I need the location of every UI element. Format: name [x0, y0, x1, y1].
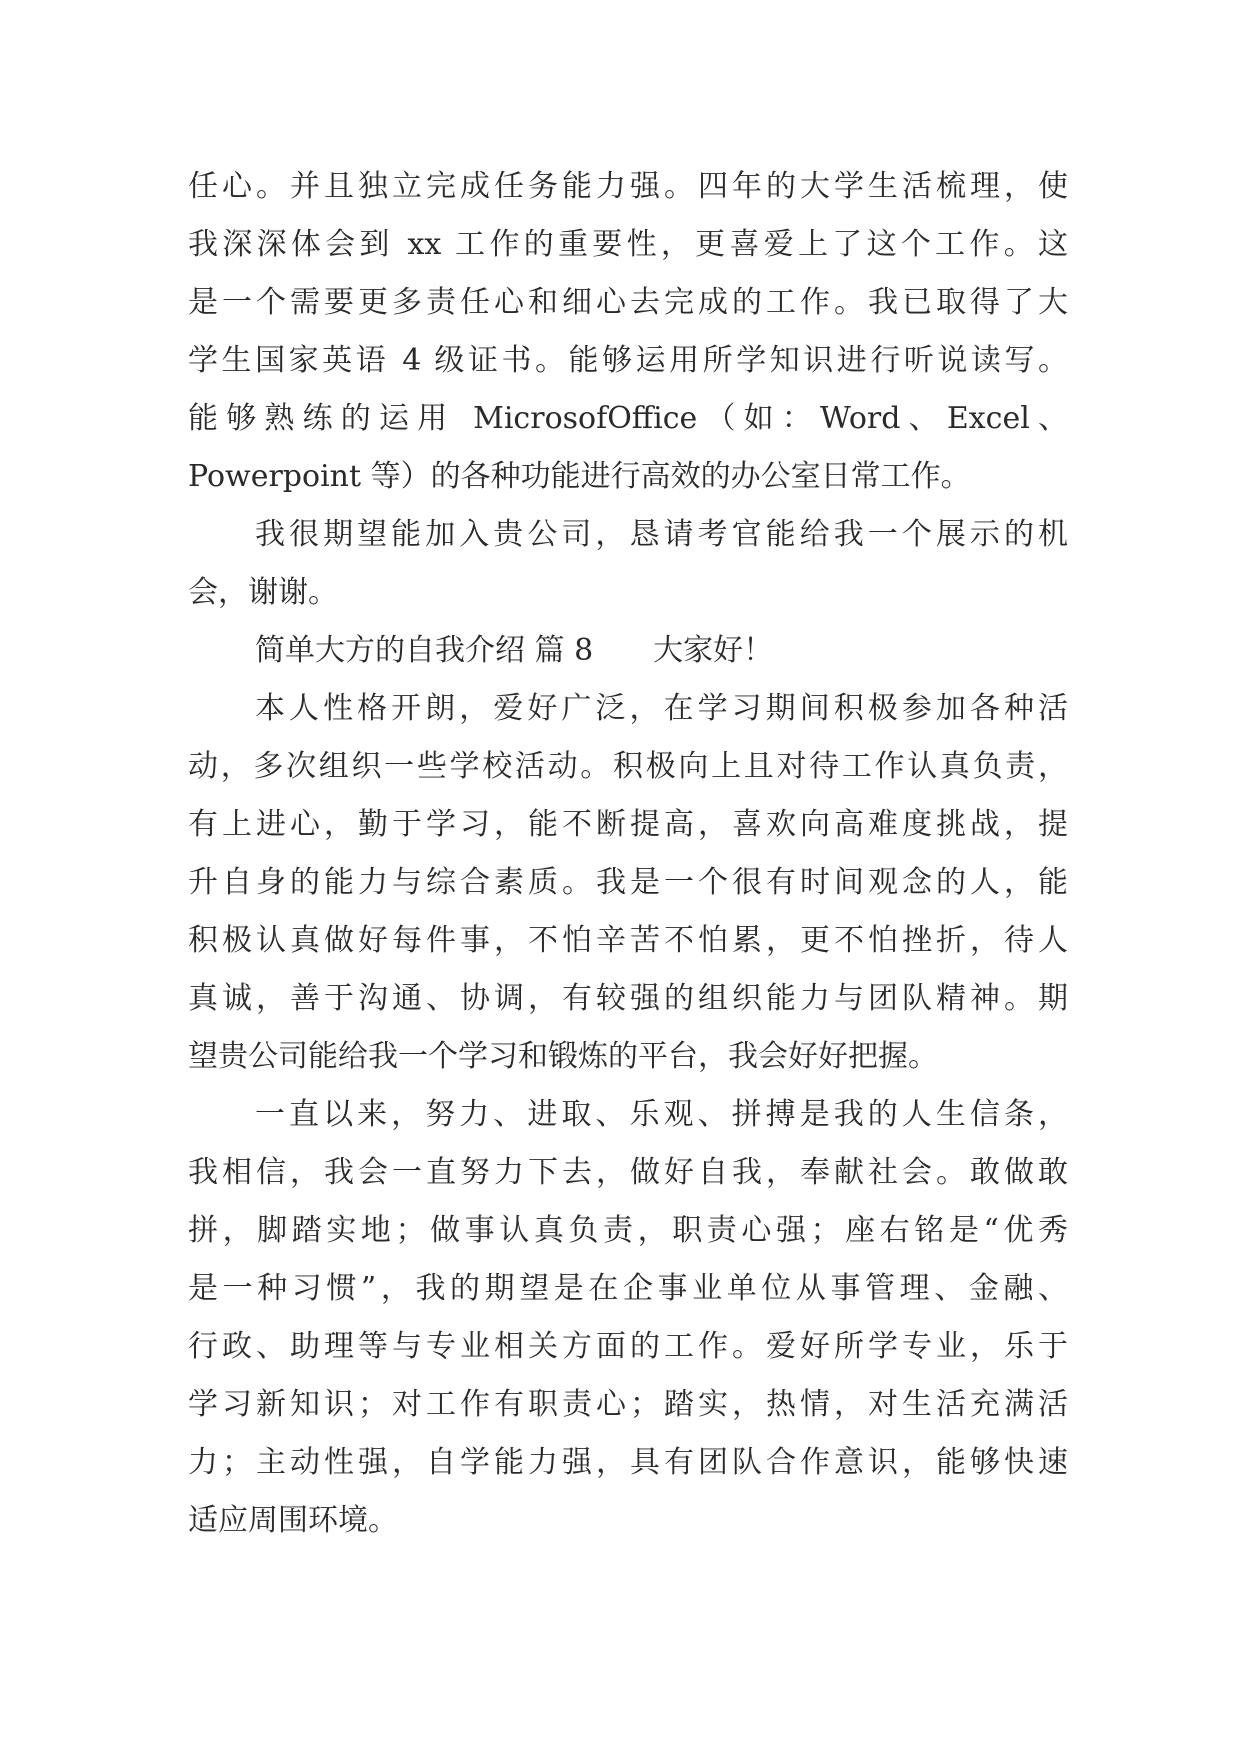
text-line: 是一种习惯”，我的期望是在企事业单位从事管理、金融、	[188, 1271, 1068, 1306]
text-line: 积极认真做好每件事，不怕辛苦不怕累，更不怕挫折，待人	[188, 923, 1068, 958]
text-line: 任心。并且独立完成任务能力强。四年的大学生活梳理，使	[188, 169, 1068, 204]
text-line: 适应周围环境。	[188, 1503, 398, 1538]
paragraph-start-line: 我很期望能加入贵公司，恳请考官能给我一个展示的机	[255, 517, 1068, 552]
text-line: Powerpoint 等）的各种功能进行高效的办公室日常工作。	[188, 459, 971, 494]
text-line: 行政、助理等与专业相关方面的工作。爱好所学专业，乐于	[188, 1329, 1068, 1364]
text-line: 有上进心，勤于学习，能不断提高，喜欢向高难度挑战，提	[188, 807, 1068, 842]
text-line: 升自身的能力与综合素质。我是一个很有时间观念的人，能	[188, 865, 1068, 900]
paragraph-start-line: 本人性格开朗，爱好广泛，在学习期间积极参加各种活	[255, 691, 1068, 726]
text-line: 我相信，我会一直努力下去，做好自我，奉献社会。敢做敢	[188, 1155, 1068, 1190]
text-line: 真诚，善于沟通、协调，有较强的组织能力与团队精神。期	[188, 981, 1068, 1016]
text-line: 会，谢谢。	[188, 575, 338, 610]
text-line: 能够熟练的运用 MicrosofOffice（如：Word、Excel、	[188, 401, 1068, 436]
section-heading: 简单大方的自我介绍 篇 8 大家好！	[255, 633, 774, 668]
paragraph-start-line: 一直以来，努力、进取、乐观、拼搏是我的人生信条，	[255, 1097, 1068, 1132]
text-line: 拼，脚踏实地；做事认真负责，职责心强；座右铭是“优秀	[188, 1213, 1068, 1248]
text-line: 望贵公司能给我一个学习和锻炼的平台，我会好好把握。	[188, 1039, 938, 1074]
text-line: 是一个需要更多责任心和细心去完成的工作。我已取得了大	[188, 285, 1068, 320]
text-line: 动，多次组织一些学校活动。积极向上且对待工作认真负责，	[188, 749, 1068, 784]
text-line: 我深深体会到 xx 工作的重要性，更喜爱上了这个工作。这	[188, 227, 1068, 262]
text-line: 学生国家英语 4 级证书。能够运用所学知识进行听说读写。	[188, 343, 1068, 378]
text-line: 学习新知识；对工作有职责心；踏实，热情，对生活充满活	[188, 1387, 1068, 1422]
text-line: 力；主动性强，自学能力强，具有团队合作意识，能够快速	[188, 1445, 1068, 1480]
